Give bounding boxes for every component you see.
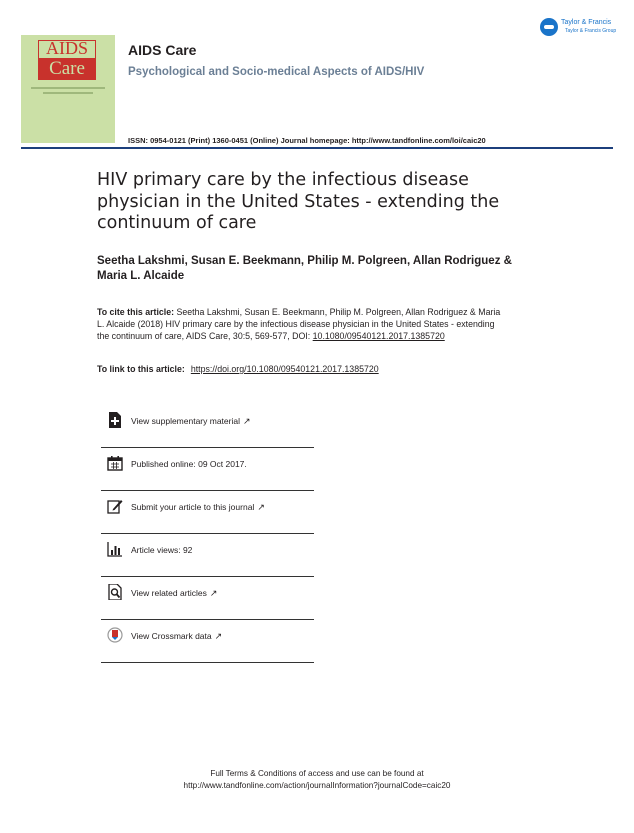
citation-text: Seetha Lakshmi, Susan E. Beekmann, Philip M. Polgreen, Allan Rodriguez & Maria L. Alcaide (2018) HIV primary care by the infectious disease physician in the United States - extending the continuum of care, AIDS Care, 30:5, 569-577, DOI:	[97, 307, 501, 341]
bar-chart-icon	[107, 541, 123, 557]
crossmark-icon	[107, 627, 123, 643]
link-line	[97, 364, 379, 374]
issn-line: ISSN: 0954-0121 (Print) 1360-0451 (Online) Journal homepage: http://www.tandfonline.com/loi/caic20	[128, 136, 486, 145]
article-views-item	[101, 534, 314, 577]
cover-line	[43, 92, 93, 94]
footer-line1: Full Terms & Conditions of access and use can be found at	[210, 769, 424, 778]
published-online-item	[101, 448, 314, 491]
link-label: To link to this article:	[97, 364, 185, 374]
plus-document-icon	[107, 412, 123, 428]
publisher-logo-icon	[540, 18, 558, 36]
calendar-icon	[107, 455, 123, 471]
article-doi-link[interactable]: https://doi.org/10.1080/09540121.2017.1385720	[190, 364, 379, 374]
citation-label: To cite this article:	[97, 307, 175, 317]
external-link-icon: ↗	[257, 502, 265, 512]
journal-name[interactable]: AIDS Care	[128, 42, 197, 58]
search-document-icon	[107, 584, 123, 600]
item-label: View Crossmark data ↗	[131, 631, 223, 641]
header-rule	[21, 147, 613, 149]
item-label: View related articles ↗	[131, 588, 218, 598]
journal-subtitle: Psychological and Socio-medical Aspects of AIDS/HIV	[128, 66, 425, 78]
publisher-name: Taylor & Francis	[561, 19, 612, 26]
submit-article-item[interactable]	[101, 491, 314, 534]
item-label: View supplementary material ↗	[131, 416, 251, 426]
external-link-icon: ↗	[214, 631, 223, 641]
footer-link[interactable]: http://www.tandfonline.com/action/journalInformation?journalCode=caic20	[183, 781, 451, 790]
supplementary-material-item[interactable]	[101, 405, 314, 448]
article-title: HIV primary care by the infectious disease physician in the United States - extending the continuum of care	[97, 170, 500, 233]
cover-title-bottom: Care	[49, 58, 85, 79]
publisher-group: Taylor & Francis Group	[565, 28, 617, 34]
cover-title-top: AIDS	[45, 38, 88, 58]
publisher-logo[interactable]	[540, 18, 620, 40]
item-label: Article views: 92	[131, 545, 193, 555]
external-link-icon: ↗	[242, 416, 251, 426]
pencil-icon	[107, 498, 123, 514]
crossmark-item[interactable]	[101, 620, 314, 663]
item-label: Published online: 09 Oct 2017.	[131, 459, 247, 469]
related-articles-item[interactable]	[101, 577, 314, 620]
citation-block	[97, 306, 507, 342]
citation-doi[interactable]: 10.1080/09540121.2017.1385720	[312, 331, 445, 341]
external-link-icon: ↗	[209, 588, 218, 598]
item-divider	[101, 662, 314, 663]
article-authors: Seetha Lakshmi, Susan E. Beekmann, Philip M. Polgreen, Allan Rodriguez & Maria L. Alcaide	[97, 255, 512, 282]
item-label: Submit your article to this journal ↗	[131, 502, 265, 512]
cover-line	[31, 87, 105, 89]
journal-cover	[21, 35, 115, 143]
footer	[100, 768, 534, 792]
